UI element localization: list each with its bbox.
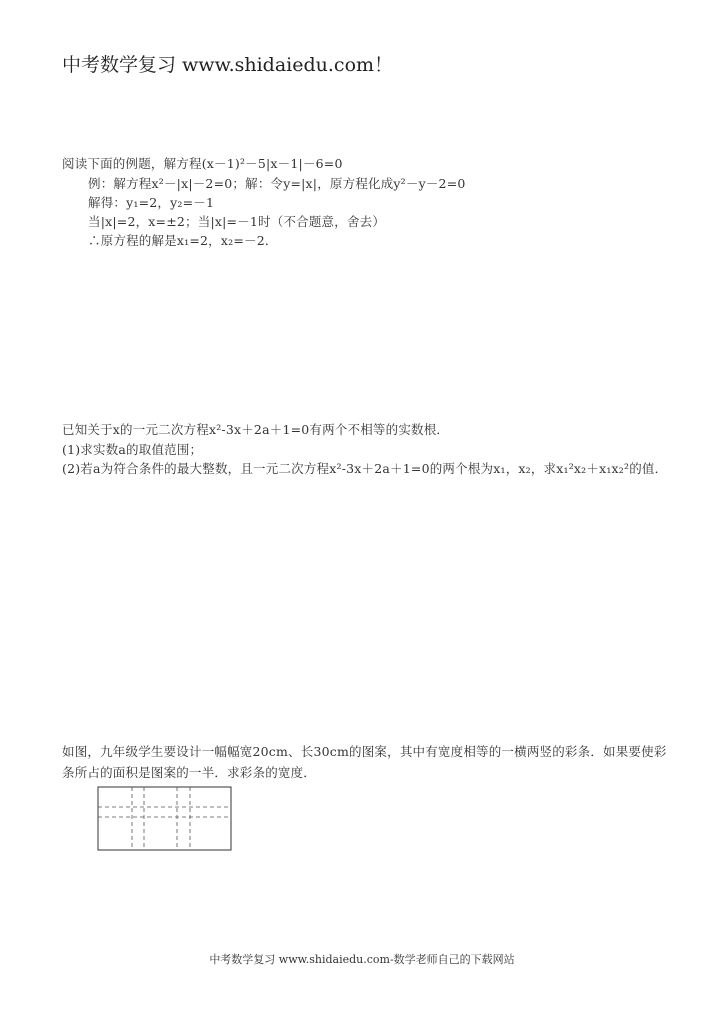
problem1-solve: 解得：y₁=2，y₂=－1 (88, 195, 215, 210)
page-footer: 中考数学复习 www.shidaiedu.com-数学老师自己的下载网站 (209, 953, 515, 966)
problem2-stem: 已知关于x的一元二次方程x²-3x＋2a＋1=0有两个不相等的实数根． (62, 422, 450, 437)
problem3-line2: 条所占的面积是图案的一半．求彩条的宽度． (62, 765, 317, 780)
problem1-cases: 当|x|=2，x=±2；当|x|=－1时（不合题意，舍去） (88, 214, 386, 229)
problem2-part1: (1)求实数a的取值范围； (62, 442, 203, 457)
problem1-conclusion: ∴原方程的解是x₁=2，x₂=－2． (88, 233, 278, 248)
problem3-line1: 如图，九年级学生要设计一幅幅宽20cm、长30cm的图案，其中有宽度相等的一横两竖的彩条．如果要使彩 (62, 744, 667, 759)
pattern-border (98, 787, 231, 850)
problem1-intro: 阅读下面的例题，解方程(x－1)²－5|x－1|－6=0 (62, 156, 343, 171)
problem1-example: 例：解方程x²－|x|－2=0；解：令y=|x|，原方程化成y²－y－2=0 (88, 176, 466, 191)
stripe-pattern-figure (97, 786, 233, 852)
page-header-title: 中考数学复习 www.shidaiedu.com！ (62, 54, 394, 76)
problem2-part2: (2)若a为符合条件的最大整数，且一元二次方程x²-3x＋2a＋1=0的两个根为x₁，x₂，求x₁²x₂＋x₁x₂²的值． (62, 461, 668, 476)
